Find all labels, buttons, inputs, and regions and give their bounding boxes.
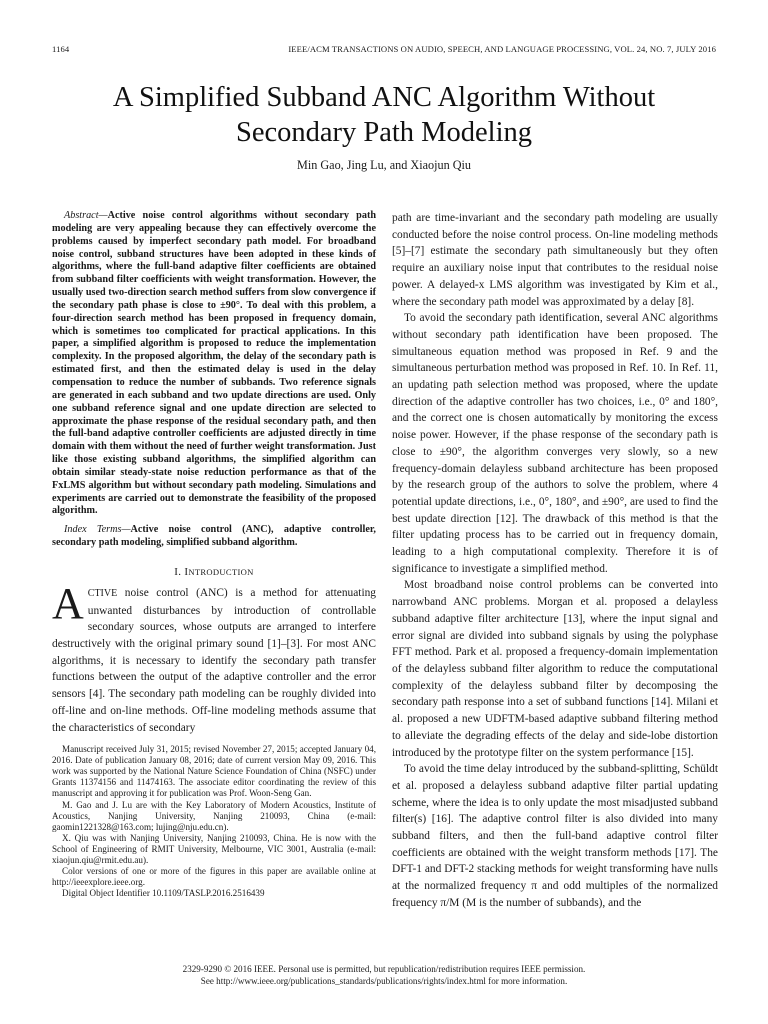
right-paragraph-2: To avoid the secondary path identification, several ANC algorithms without secondary path identification have been proposed. The simultaneous equation method was proposed in Ref. 9 and the simultaneous perturbation method was proposed in Ref. 10. In Ref. 11, an updating path selection method was proposed, where the update direction of the adaptive controller has two choices, i.e., 0° and 180°, and the correct one is chosen automatically by monitoring the excess noise power. However, if the phase response of the secondary path is close to ±90°, the algorithm converges very slowly, so a new frequency-domain delayless subband architecture has been proposed by the research group of the authors to solve the problem, where 4 potential update directions, i.e., 0°, 180°, and ±90°, are used to find the best update direction [12]. The drawback of this method is that the filter updating process has to be carried out in frequency domain, leading to a high computational complexity. Therefore it is of significance to investigate a simplified method.	[392, 312, 718, 575]
journal-name: IEEE/ACM TRANSACTIONS ON AUDIO, SPEECH, AND LANGUAGE PROCESSING, VOL. 24, NO. 7, JULY 2016	[288, 44, 716, 54]
left-column	[52, 210, 376, 899]
copyright-notice	[52, 963, 716, 987]
footnote-affiliation-gao-lu: M. Gao and J. Lu are with the Key Laboratory of Modern Acoustics, Institute of Acoustics, Nanjing University, Nanjing 210093, China (e-mail: gaomin1221328@163.com; lujing@nju.edu.cn).	[52, 799, 376, 832]
intro-lead-smallcaps: CTIVE	[87, 587, 118, 599]
footnote-affiliation-qiu: X. Qiu was with Nanjing University, Nanjing 210093, China. He is now with the School of Engineering of RMIT University, Melbourne, VIC 3001, Australia (e-mail: xiaojun.qiu@rmit.edu.au).	[52, 832, 376, 865]
section-title-rest: NTRODUCTION	[188, 566, 254, 577]
intro-paragraph	[52, 578, 376, 736]
abstract	[52, 210, 376, 518]
title-line-2: Secondary Path Modeling	[235, 117, 533, 148]
paper-title	[0, 80, 768, 150]
copyright-line-1: 2329-9290 © 2016 IEEE. Personal use is permitted, but republication/redistribution requires IEEE permission.	[182, 964, 586, 974]
page-number: 1164	[52, 44, 70, 54]
footnote-color-versions: Color versions of one or more of the figures in this paper are available online at http://ieeexplore.ieee.org.	[52, 865, 376, 887]
index-terms	[52, 524, 376, 550]
copyright-line-2: See http://www.ieee.org/publications_standards/publications/rights/index.html for more information.	[200, 976, 568, 986]
right-paragraph-4: To avoid the time delay introduced by the subband-splitting, Schüldt et al. proposed a delayless subband adaptive filter partial updating scheme, where the idea is to only update the most misadjusted subband filter(s) [16]. The adaptive control filter is also divided into many subband filters, and then the full-band adaptive control filter coefficients are obtained with the weight transform methods [17]. The DFT-1 and DFT-2 stacking methods for weight transforming have nulls at the normalized frequency π and odd multiples of the normalized frequency π/M (M is the number of subbands), and the	[392, 763, 718, 909]
author-list: Min Gao, Jing Lu, and Xiaojun Qiu	[297, 158, 471, 172]
footnotes	[52, 744, 376, 899]
intro-text: noise control (ANC) is a method for attenuating unwanted disturbances by introduction of controllable secondary sources, whose outputs are arranged to interfere destructively with the original primary sound [1]–[3]. For most ANC algorithms, it is necessary to identify the secondary path transfer functions between the output of the adaptive controller and the error sensors [4]. The secondary path modeling can be roughly divided into off-line and on-line methods. Off-line modeling methods assume that the characteristics of secondary	[52, 586, 376, 734]
right-paragraph-1: path are time-invariant and the secondary path modeling are usually conducted before the noise control process. On-line modeling methods [5]–[7] estimate the secondary path simultaneously but they often require an auxiliary noise input that contributes to the residual noise power. A delayed-x LMS algorithm was investigated by Kim et al., where the secondary path model was approximated by a delay [8].	[392, 212, 718, 308]
title-line-1: A Simplified Subband ANC Algorithm Without	[112, 82, 656, 113]
footnote-manuscript: Manuscript received July 31, 2015; revised November 27, 2015; accepted January 04, 2016. Date of publication January 08, 2016; date of current version May 09, 2016. This work was supported by the National Nature Science Foundation of China (NSFC) under Grants 11374156 and 11474163. The associate editor coordinating the review of this manuscript and approving it for publication was Prof. Woon-Seng Gan.	[52, 744, 376, 799]
index-terms-text: Active noise control (ANC), adaptive controller, secondary path modeling, simplified subband algorithm.	[52, 524, 376, 549]
abstract-text: Active noise control algorithms without secondary path modeling are very appealing because they can effectively overcome the problems caused by imperfect secondary path model. For broadband noise control, subband structures have been adopted in these kinds of algorithms, where the full-band adaptive filter coefficients are obtained from subband filter coefficients with weight transformation. However, the usually used two-direction search method suffers from slow convergence if the secondary path phase is close to ±90°. To deal with this problem, a four-direction search method has been proposed in frequency domain, which is sometimes too complicated for practical applications. In this paper, a simplified algorithm is proposed to reduce the implementation complexity. In the proposed algorithm, the delay of the secondary path is estimated first, and then the estimated delay is used in the delay compensation to reduce the number of subbands. Two reference signals are generated in each subband and two update directions are used. Only one subband reference signal and one update direction are selected to approximate the phase response of the residual secondary path, and then the full-band adaptive controller coefficients are adjusted directly in time domain with them without the need of further weight transformation. Just like those existing subband algorithms, the simplified algorithm can obtain similar steady-state noise reduction performance as that of the FxLMS algorithm but without secondary path modeling. Simulations and experiments are carried out to demonstrate the feasibility of the proposed algorithm.	[52, 210, 376, 517]
section-heading	[52, 566, 376, 578]
drop-cap: A	[52, 578, 84, 628]
right-column	[392, 210, 718, 912]
right-paragraph-3: Most broadband noise control problems can be converted into narrowband ANC problems. Morgan et al. proposed a delayless subband adaptive filter architecture [13], where the input signal and error signal are divided into subband signals by using the polyphase FFT method. Park et al. proposed a frequency-domain implementation of the delayless subband filter algorithm to reduce the computational complexity of the delayless subband filter by decomposing the secondary path response into a set of subband functions [14]. Milani et al. proposed a new UDFTM-based adaptive subband filtering method to alleviate the degrading effects of the delay and side-lobe distortion introduced by the prototype filter on the system performance [15].	[392, 579, 718, 759]
section-numeral: I. I	[174, 565, 189, 578]
footnote-doi: Digital Object Identifier 10.1109/TASLP.2016.2516439	[62, 887, 265, 898]
abstract-label: Abstract—	[64, 210, 108, 221]
index-terms-label: Index Terms—	[64, 524, 131, 536]
